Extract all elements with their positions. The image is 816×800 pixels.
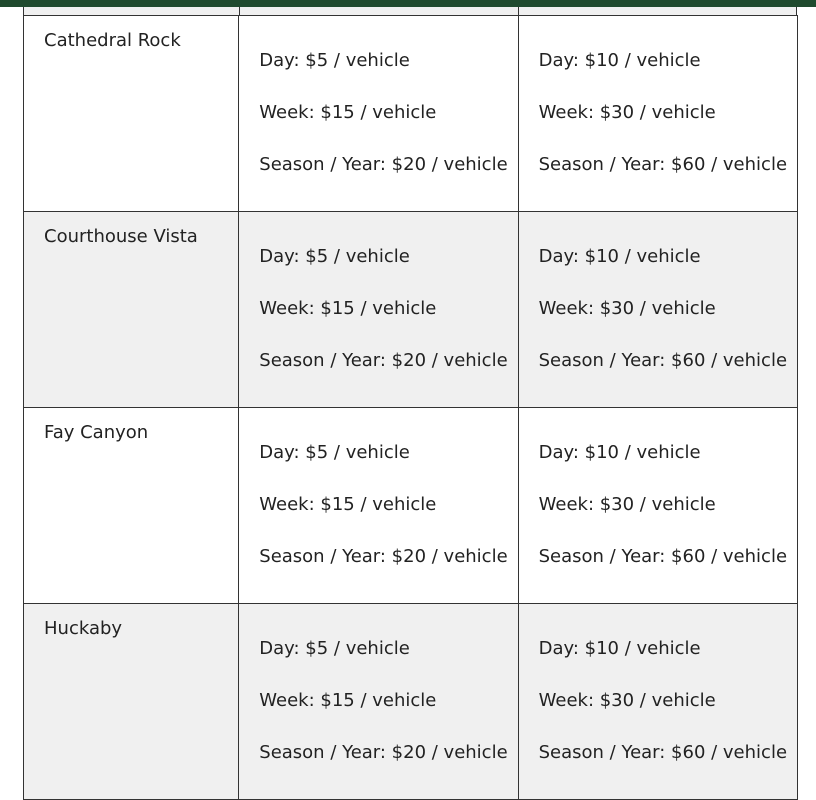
fee-line: Season / Year: $60 / vehicle bbox=[538, 154, 788, 175]
fee-line: Day: $10 / vehicle bbox=[538, 50, 701, 71]
previous-row-fragment bbox=[23, 7, 797, 15]
fee-line: Day: $5 / vehicle bbox=[259, 638, 410, 659]
site-name: Huckaby bbox=[24, 604, 239, 800]
fee-cell bbox=[239, 212, 518, 408]
fee-line: Week: $30 / vehicle bbox=[538, 298, 716, 319]
fee-line: Week: $15 / vehicle bbox=[259, 102, 437, 123]
site-name: Courthouse Vista bbox=[24, 212, 239, 408]
fee-line: Season / Year: $20 / vehicle bbox=[259, 350, 508, 371]
fee-cell bbox=[518, 16, 797, 212]
fee-line: Week: $15 / vehicle bbox=[259, 494, 437, 515]
table-row bbox=[24, 604, 798, 800]
table-row bbox=[24, 212, 798, 408]
fee-line: Season / Year: $60 / vehicle bbox=[538, 546, 788, 567]
fee-line: Season / Year: $60 / vehicle bbox=[538, 350, 788, 371]
fee-line: Season / Year: $20 / vehicle bbox=[259, 154, 508, 175]
fee-table bbox=[23, 15, 798, 800]
site-name: Fay Canyon bbox=[24, 408, 239, 604]
fee-line: Day: $5 / vehicle bbox=[259, 442, 410, 463]
fee-line: Week: $30 / vehicle bbox=[538, 102, 716, 123]
table-row bbox=[24, 16, 798, 212]
fee-line: Day: $10 / vehicle bbox=[538, 442, 701, 463]
fee-cell bbox=[239, 604, 518, 800]
table-row bbox=[24, 408, 798, 604]
fee-cell bbox=[518, 408, 797, 604]
header-bar bbox=[0, 0, 816, 7]
fee-cell bbox=[239, 16, 518, 212]
site-name: Cathedral Rock bbox=[24, 16, 239, 212]
fee-line: Week: $30 / vehicle bbox=[538, 494, 716, 515]
fee-line: Week: $30 / vehicle bbox=[538, 690, 716, 711]
fee-line: Season / Year: $20 / vehicle bbox=[259, 742, 508, 763]
fee-line: Day: $5 / vehicle bbox=[259, 50, 410, 71]
fee-line: Season / Year: $20 / vehicle bbox=[259, 546, 508, 567]
fee-line: Season / Year: $60 / vehicle bbox=[538, 742, 788, 763]
fee-line: Day: $5 / vehicle bbox=[259, 246, 410, 267]
fee-cell bbox=[239, 408, 518, 604]
fee-line: Day: $10 / vehicle bbox=[538, 246, 701, 267]
fee-line: Week: $15 / vehicle bbox=[259, 298, 437, 319]
fee-line: Day: $10 / vehicle bbox=[538, 638, 701, 659]
fee-cell bbox=[518, 212, 797, 408]
fee-cell bbox=[518, 604, 797, 800]
fee-line: Week: $15 / vehicle bbox=[259, 690, 437, 711]
